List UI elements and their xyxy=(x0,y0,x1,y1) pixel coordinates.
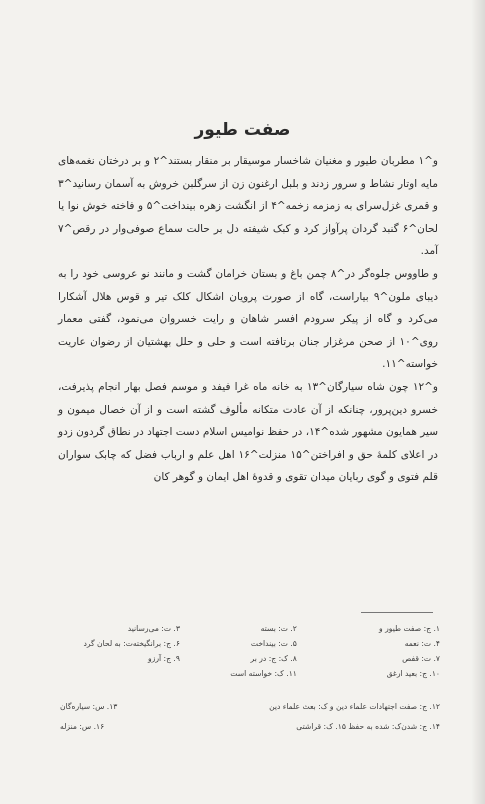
footnote: ۴. ت: نعمه xyxy=(404,639,440,648)
footnote: ۶. ج: برانگیخته‌ت: به لحان گرد xyxy=(83,639,180,648)
paragraph-1: و^۱ مطربان طیور و مغنیان شاخسار موسیقار بر منقار بستند^۲ و بر درختان نغمه‌های مایه اوتار نشاط و سرور زدند و بلبل ارغنون زن از سرگلبن خروش به آسمان رسانید^۳ و قمری غزل‌سرای به زمزمه زخمه^۴ از انگشت زهره بینداخت^۵ و فاخته خوش نوا یا لحان^۶ گنبد گردان پرآواز کرد و کبک شیفته دل بر حالت سماع صوفی‌وار در رقص^۷ آمد. xyxy=(58,155,439,258)
footnotes-grid xyxy=(75,622,440,680)
footnote-long-2: ۱۴. ج: شدن‌ک: شده به حفظ ۱۵. ک: قراشتی xyxy=(296,722,440,731)
footnote: ۱۰. ج: بعید ارغق xyxy=(386,669,440,678)
paragraph-2: و طاووس جلوه‌گر در^۸ چمن باغ و بستان خرامان گشت و مانند نو عروسی خود را به دیبای ملون^۹ بیاراست، گاه از صورت پرویان اشکال کلک تیر و قوس هلال آشکارا می‌کرد و گاه از پیکر سرودم افسر شاهان و رایت خسروان می‌نمود، گفتی معمار روی^۱۰ از صحن مرغزار جنان برتافته است و حلی و حلل بهشتیان از رضوان عاریت خواسته^۱۱. xyxy=(58,267,439,371)
footnote-right-2: ۱۶. س: منزله xyxy=(60,722,105,731)
footnote: ۹. ج: آرزو xyxy=(148,654,180,663)
footnote: ۱. ج: صفت طیور و xyxy=(379,624,440,633)
footnote-long-1: ۱۲. ج: صفت اجتهادات علماء دین و ک: بعث علماء دین xyxy=(269,702,440,711)
body-text xyxy=(58,150,438,489)
footnote: ۱۱. ک: خواسته است xyxy=(230,669,297,678)
footnote: ۸. ک: ج: در بر xyxy=(250,654,297,663)
footnote xyxy=(75,667,180,680)
footnote: ۲. ت: بسته xyxy=(260,624,297,633)
footnote: ۵. ت: بینداخت xyxy=(250,639,297,648)
paragraph-3: و^۱۲ چون شاه سیارگان^۱۳ به خانه ماه غرا فیفد و موسم فصل بهار انجام پذیرفت، خسرو دین‌پرور، چنانکه از آن عادت متکانه مألوف گشته است و از آن خصال میمون و سیر همایون مشهور شده^۱۴، در حفظ نوامیس اسلام دست اجتهاد در نطاق گردون زدو در اعلای کلمهٔ حق و افراختن^۱۵ منزلت^۱۶ اهل علم و ارباب فضل که چابک سواران قلم فتوی و گوی ربایان میدان تقوی و قدوهٔ اهل ایمان و گوهر کان xyxy=(58,380,438,484)
footnote-right-1: ۱۳. س: سیاره‌گان xyxy=(60,702,118,711)
footnote-divider xyxy=(361,612,433,613)
section-title: صفت طیور xyxy=(194,120,291,140)
footnote: ۷. ت: قفص xyxy=(402,654,440,663)
footnote: ۳. ت: می‌رسانید xyxy=(127,624,180,633)
